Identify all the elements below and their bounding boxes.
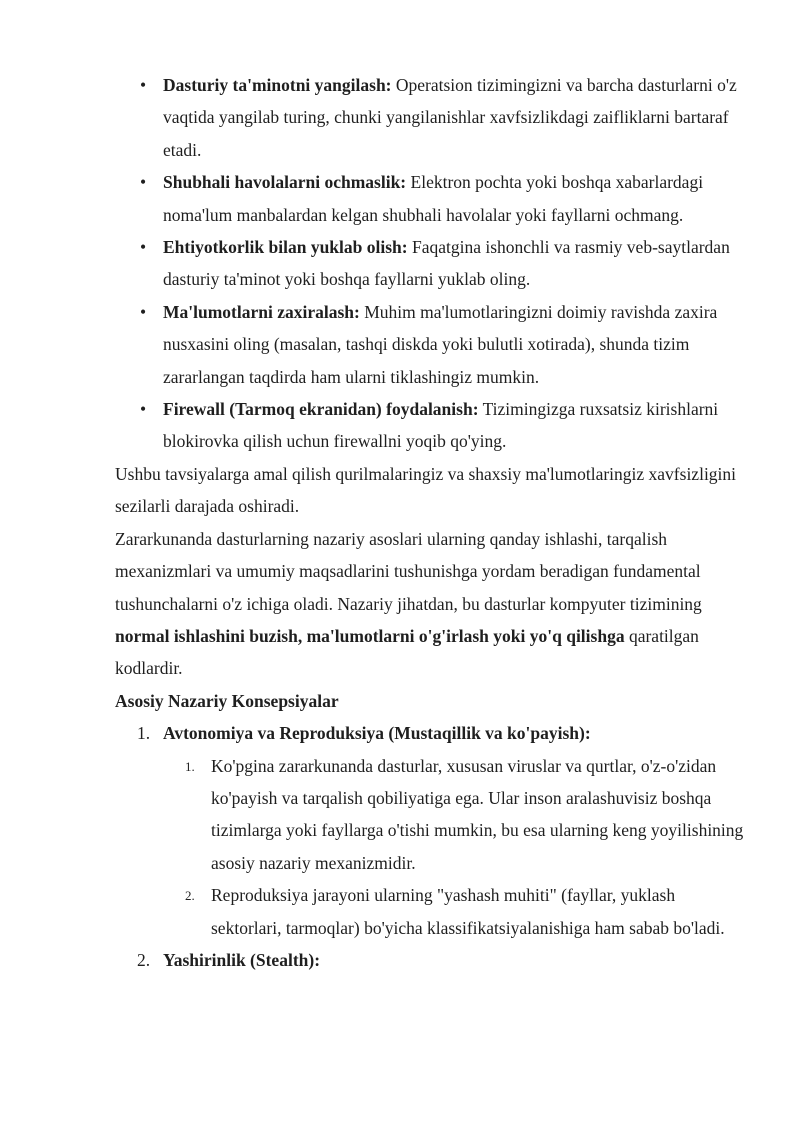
item-number: 2.: [137, 949, 151, 970]
item-title: Yashirinlik (Stealth):: [163, 949, 321, 970]
paragraph-summary: Ushbu tavsiyalarga amal qilish qurilmalaringiz va shaxsiy ma'lumotlaringiz xavfsizligini sezilarli darajada oshiradi.: [115, 463, 737, 517]
numbered-item: [115, 944, 745, 976]
item-number: 1.: [185, 758, 195, 774]
bullet-item: [115, 296, 745, 393]
numbered-item: [115, 717, 745, 944]
item-number: 2.: [185, 888, 195, 904]
bullet-item: [115, 69, 745, 166]
item-number: 1.: [137, 723, 151, 744]
section-heading: Asosiy Nazariy Konsepsiyalar: [115, 690, 339, 711]
bullet-list: [115, 69, 745, 458]
bullet-icon: •: [140, 301, 147, 322]
bullet-term: Ma'lumotlarni zaxiralash:: [163, 301, 360, 322]
paragraph-bold-text: normal ishlashini buzish, ma'lumotlarni o'g'irlash yoki yo'q qilishga: [115, 625, 625, 646]
numbered-list: [115, 717, 745, 976]
nested-item: [163, 750, 745, 880]
bullet-term: Dasturiy ta'minotni yangilash:: [163, 75, 392, 95]
bullet-text: Faqatgina ishonchli va rasmiy veb-saytlardan dasturiy ta'minot yoki boshqa fayllarni yuklab oling.: [163, 237, 730, 290]
nested-numbered-list: [163, 750, 745, 944]
bullet-term: Firewall (Tarmoq ekranidan) foydalanish:: [163, 399, 479, 420]
bullet-icon: •: [140, 75, 147, 95]
nested-item: [163, 879, 745, 944]
bullet-text: Operatsion tizimingizni va barcha dasturlarni o'z vaqtida yangilab turing, chunki yangilanishlar xavfsizlikdagi zaifliklarni bartaraf etadi.: [163, 75, 737, 160]
paragraph-text: Zararkunanda dasturlarning nazariy asoslari ularning qanday ishlashi, tarqalish mexanizmlari va umumiy maqsadlarini tushunishga yordam beradigan fundamental tushunchalarni o'z ichiga oladi. Nazariy jihatdan, bu dasturlar kompyuter tizimining: [115, 528, 702, 614]
paragraph-theory: [115, 523, 745, 685]
item-text: Reproduksiya jarayoni ularning "yashash muhiti" (fayllar, yuklash sektorlari, tarmoqlar) bo'yicha klassifikatsiyalanishiga ham sabab bo'ladi.: [211, 885, 725, 938]
bullet-item: [115, 166, 745, 231]
bullet-item: [115, 231, 745, 296]
bullet-icon: •: [140, 172, 147, 193]
item-title: Avtonomiya va Reproduksiya (Mustaqillik va ko'payish):: [163, 723, 591, 744]
bullet-term: Ehtiyotkorlik bilan yuklab olish:: [163, 237, 408, 258]
bullet-text: Muhim ma'lumotlaringizni doimiy ravishda zaxira nusxasini oling (masalan, tashqi diskda yoki bulutli xotirada), shunda tizim zararlangan taqdirda ham ularni tiklashingiz mumkin.: [163, 301, 718, 387]
bullet-icon: •: [140, 237, 147, 258]
bullet-term: Shubhali havolalarni ochmaslik:: [163, 172, 407, 193]
item-text: Ko'pgina zararkunanda dasturlar, xususan viruslar va qurtlar, o'z-o'zidan ko'payish va tarqalish qobiliyatiga ega. Ular inson aralashuvisiz boshqa tizimlarga yoki fayllarga o'tishi mumkin, bu esa ularning keng yoyilishining asosiy nazariy mexanizmidir.: [211, 755, 744, 873]
bullet-text: Elektron pochta yoki boshqa xabarlardagi noma'lum manbalardan kelgan shubhali havolalar yoki fayllarni ochmang.: [163, 172, 704, 225]
bullet-item: [115, 393, 745, 458]
bullet-text: Tizimingizga ruxsatsiz kirishlarni blokirovka qilish uchun firewallni yoqib qo'ying.: [163, 399, 719, 452]
paragraph-text: qaratilgan kodlardir.: [115, 625, 699, 679]
bullet-icon: •: [140, 399, 147, 420]
